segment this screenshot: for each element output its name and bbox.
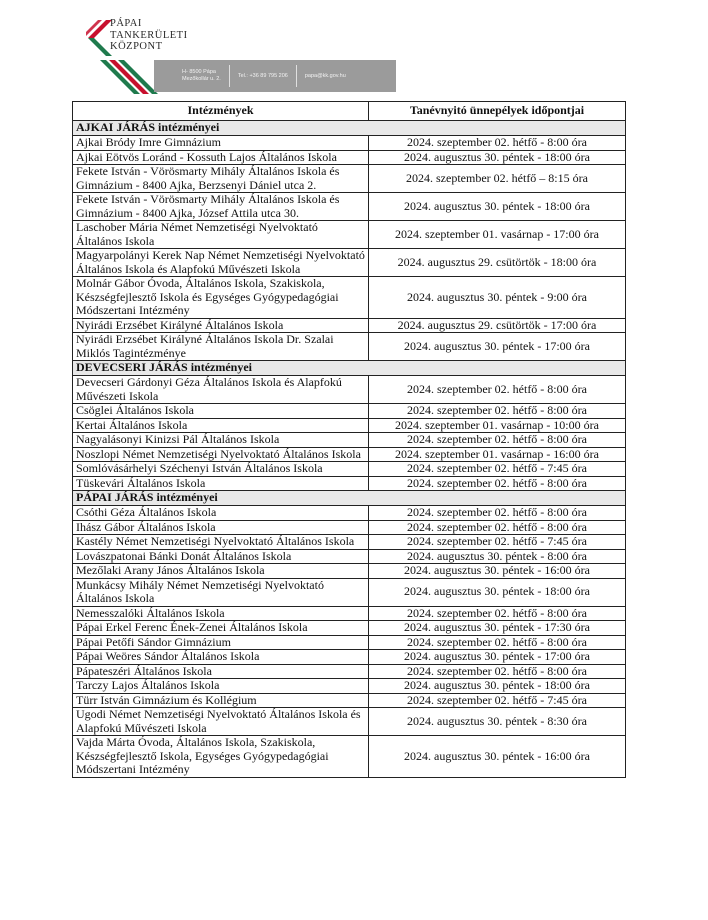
table-row xyxy=(73,708,626,736)
table-row xyxy=(73,664,626,679)
section-title: PÁPAI JÁRÁS intézményei xyxy=(73,491,626,506)
ceremony-date: 2024. szeptember 02. hétfő - 7:45 óra xyxy=(369,535,626,550)
institution-name: Pápai Weöres Sándor Általános Iskola xyxy=(73,650,369,665)
institution-name: Pápai Petőfi Sándor Gimnázium xyxy=(73,635,369,650)
ceremony-date: 2024. szeptember 01. vasárnap - 17:00 óra xyxy=(369,221,626,249)
table-row xyxy=(73,277,626,319)
address-line-1: H- 8500 Pápa xyxy=(182,69,216,75)
email: papa@kk.gov.hu xyxy=(304,72,346,79)
ceremony-date: 2024. augusztus 30. péntek - 17:30 óra xyxy=(369,621,626,636)
ceremony-date: 2024. szeptember 02. hétfő – 8:15 óra xyxy=(369,165,626,193)
institution-name: Nagyalásonyi Kinizsi Pál Általános Iskola xyxy=(73,433,369,448)
ceremony-date: 2024. augusztus 30. péntek - 17:00 óra xyxy=(369,333,626,361)
institution-name: Nemesszalóki Általános Iskola xyxy=(73,606,369,621)
institution-name: Csöglei Általános Iskola xyxy=(73,404,369,419)
ceremony-date: 2024. szeptember 02. hétfő - 8:00 óra xyxy=(369,476,626,491)
table-row xyxy=(73,650,626,665)
institution-name: Somlóvásárhelyi Széchenyi István Általános Iskola xyxy=(73,462,369,477)
table-row xyxy=(73,165,626,193)
ceremony-date: 2024. szeptember 01. vasárnap - 16:00 óra xyxy=(369,447,626,462)
table-row xyxy=(73,520,626,535)
institution-name: Pápai Erkel Ferenc Ének-Zenei Általános Iskola xyxy=(73,621,369,636)
table-row xyxy=(73,621,626,636)
institution-name: Kastély Német Nemzetiségi Nyelvoktató Általános Iskola xyxy=(73,535,369,550)
ceremony-date: 2024. szeptember 02. hétfő - 8:00 óra xyxy=(369,506,626,521)
ceremony-date: 2024. augusztus 30. péntek - 18:00 óra xyxy=(369,679,626,694)
section-title: AJKAI JÁRÁS intézményei xyxy=(73,121,626,136)
table-row xyxy=(73,549,626,564)
table-row xyxy=(73,506,626,521)
institution-name: Laschober Mária Német Nemzetiségi Nyelvoktató Általános Iskola xyxy=(73,221,369,249)
table-row xyxy=(73,535,626,550)
table-body xyxy=(73,121,626,778)
institution-name: Pápateszéri Általános Iskola xyxy=(73,664,369,679)
ceremony-date: 2024. szeptember 02. hétfő - 8:00 óra xyxy=(369,404,626,419)
institution-name: Fekete István - Vörösmarty Mihály Általános Iskola és Gimnázium - 8400 Ajka, Berzsenyi Dániel utca 2. xyxy=(73,165,369,193)
org-line-1: PÁPAI xyxy=(110,18,142,29)
column-header-dates: Tanévnyitó ünnepélyek időpontjai xyxy=(369,102,626,121)
institution-name: Ajkai Eötvös Loránd - Kossuth Lajos Általános Iskola xyxy=(73,150,369,165)
ceremony-date: 2024. szeptember 02. hétfő - 7:45 óra xyxy=(369,693,626,708)
table-row xyxy=(73,418,626,433)
ceremony-date: 2024. augusztus 29. csütörtök - 18:00 óra xyxy=(369,249,626,277)
letterhead xyxy=(86,14,406,94)
institution-name: Türr István Gimnázium és Kollégium xyxy=(73,693,369,708)
table-header-row xyxy=(73,102,626,121)
section-header-row xyxy=(73,121,626,136)
ceremony-date: 2024. augusztus 30. péntek - 16:00 óra xyxy=(369,564,626,579)
ceremony-date: 2024. szeptember 02. hétfő - 8:00 óra xyxy=(369,664,626,679)
institution-name: Kertai Általános Iskola xyxy=(73,418,369,433)
ceremony-date: 2024. augusztus 30. péntek - 9:00 óra xyxy=(369,277,626,319)
table-row xyxy=(73,404,626,419)
ceremony-date: 2024. szeptember 01. vasárnap - 10:00 óra xyxy=(369,418,626,433)
ceremony-date: 2024. augusztus 30. péntek - 8:00 óra xyxy=(369,549,626,564)
address-line-2: Mezőkollár u. 2. xyxy=(182,76,221,82)
table-row xyxy=(73,447,626,462)
table-row xyxy=(73,318,626,333)
ceremony-date: 2024. szeptember 02. hétfő - 7:45 óra xyxy=(369,462,626,477)
institution-name: Tarczy Lajos Általános Iskola xyxy=(73,679,369,694)
institution-name: Nyirádi Erzsébet Királyné Általános Iskola xyxy=(73,318,369,333)
institution-name: Noszlopi Német Nemzetiségi Nyelvoktató Általános Iskola xyxy=(73,447,369,462)
opening-ceremonies-table xyxy=(72,101,626,778)
institution-name: Nyirádi Erzsébet Királyné Általános Iskola Dr. Szalai Miklós Tagintézménye xyxy=(73,333,369,361)
table-row xyxy=(73,333,626,361)
contact-bar xyxy=(154,60,396,92)
table-row xyxy=(73,693,626,708)
ceremony-date: 2024. szeptember 02. hétfő - 8:00 óra xyxy=(369,376,626,404)
table-row xyxy=(73,462,626,477)
column-header-institutions: Intézmények xyxy=(73,102,369,121)
institution-name: Molnár Gábor Óvoda, Általános Iskola, Szakiskola, Készségfejlesztő Iskola és Egységes Gyógypedagógiai Módszertani Intézmény xyxy=(73,277,369,319)
org-line-3: KÖZPONT xyxy=(110,41,163,52)
organization-name xyxy=(110,18,188,53)
table-row xyxy=(73,606,626,621)
ceremony-date: 2024. szeptember 02. hétfő - 8:00 óra xyxy=(369,520,626,535)
ceremony-date: 2024. augusztus 30. péntek - 17:00 óra xyxy=(369,650,626,665)
ceremony-date: 2024. augusztus 30. péntek - 8:30 óra xyxy=(369,708,626,736)
institution-name: Vajda Márta Óvoda, Általános Iskola, Szakiskola, Készségfejlesztő Iskola, Egységes Gyógypedagógiai Módszertani Intézmény xyxy=(73,736,369,778)
table-row xyxy=(73,679,626,694)
ceremony-date: 2024. augusztus 29. csütörtök - 17:00 óra xyxy=(369,318,626,333)
table-row xyxy=(73,736,626,778)
table-row xyxy=(73,193,626,221)
org-line-2: TANKERÜLETI xyxy=(110,29,188,41)
institution-name: Munkácsy Mihály Német Nemzetiségi Nyelvoktató Általános Iskola xyxy=(73,578,369,606)
section-header-row xyxy=(73,361,626,376)
ceremony-date: 2024. szeptember 02. hétfő - 8:00 óra xyxy=(369,136,626,151)
phone: Tel.: +36 89 795 206 xyxy=(237,72,288,79)
ceremony-date: 2024. augusztus 30. péntek - 16:00 óra xyxy=(369,736,626,778)
ceremony-date: 2024. szeptember 02. hétfő - 8:00 óra xyxy=(369,433,626,448)
table-row xyxy=(73,635,626,650)
institution-name: Magyarpolányi Kerek Nap Német Nemzetiségi Nyelvoktató Általános Iskola és Alapfokú Művészeti Iskola xyxy=(73,249,369,277)
institution-name: Ugodi Német Nemzetiségi Nyelvoktató Általános Iskola és Alapfokú Művészeti Iskola xyxy=(73,708,369,736)
ceremony-date: 2024. augusztus 30. péntek - 18:00 óra xyxy=(369,193,626,221)
institution-name: Ajkai Bródy Imre Gimnázium xyxy=(73,136,369,151)
ceremony-date: 2024. augusztus 30. péntek - 18:00 óra xyxy=(369,578,626,606)
table-row xyxy=(73,221,626,249)
institution-name: Ihász Gábor Általános Iskola xyxy=(73,520,369,535)
institution-name: Mezőlaki Arany János Általános Iskola xyxy=(73,564,369,579)
table-row xyxy=(73,476,626,491)
ceremony-date: 2024. szeptember 02. hétfő - 8:00 óra xyxy=(369,635,626,650)
table-row xyxy=(73,376,626,404)
section-header-row xyxy=(73,491,626,506)
section-title: DEVECSERI JÁRÁS intézményei xyxy=(73,361,626,376)
institution-name: Lovászpatonai Bánki Donát Általános Iskola xyxy=(73,549,369,564)
table-row xyxy=(73,136,626,151)
institution-name: Tüskevári Általános Iskola xyxy=(73,476,369,491)
table-row xyxy=(73,249,626,277)
table-row xyxy=(73,564,626,579)
table-row xyxy=(73,578,626,606)
institution-name: Csóthi Géza Általános Iskola xyxy=(73,506,369,521)
address xyxy=(174,69,229,83)
institution-name: Fekete István - Vörösmarty Mihály Általános Iskola és Gimnázium - 8400 Ajka, József Attila utca 30. xyxy=(73,193,369,221)
institution-name: Devecseri Gárdonyi Géza Általános Iskola és Alapfokú Művészeti Iskola xyxy=(73,376,369,404)
table-row xyxy=(73,150,626,165)
ceremony-date: 2024. szeptember 02. hétfő - 8:00 óra xyxy=(369,606,626,621)
table-row xyxy=(73,433,626,448)
ceremony-date: 2024. augusztus 30. péntek - 18:00 óra xyxy=(369,150,626,165)
